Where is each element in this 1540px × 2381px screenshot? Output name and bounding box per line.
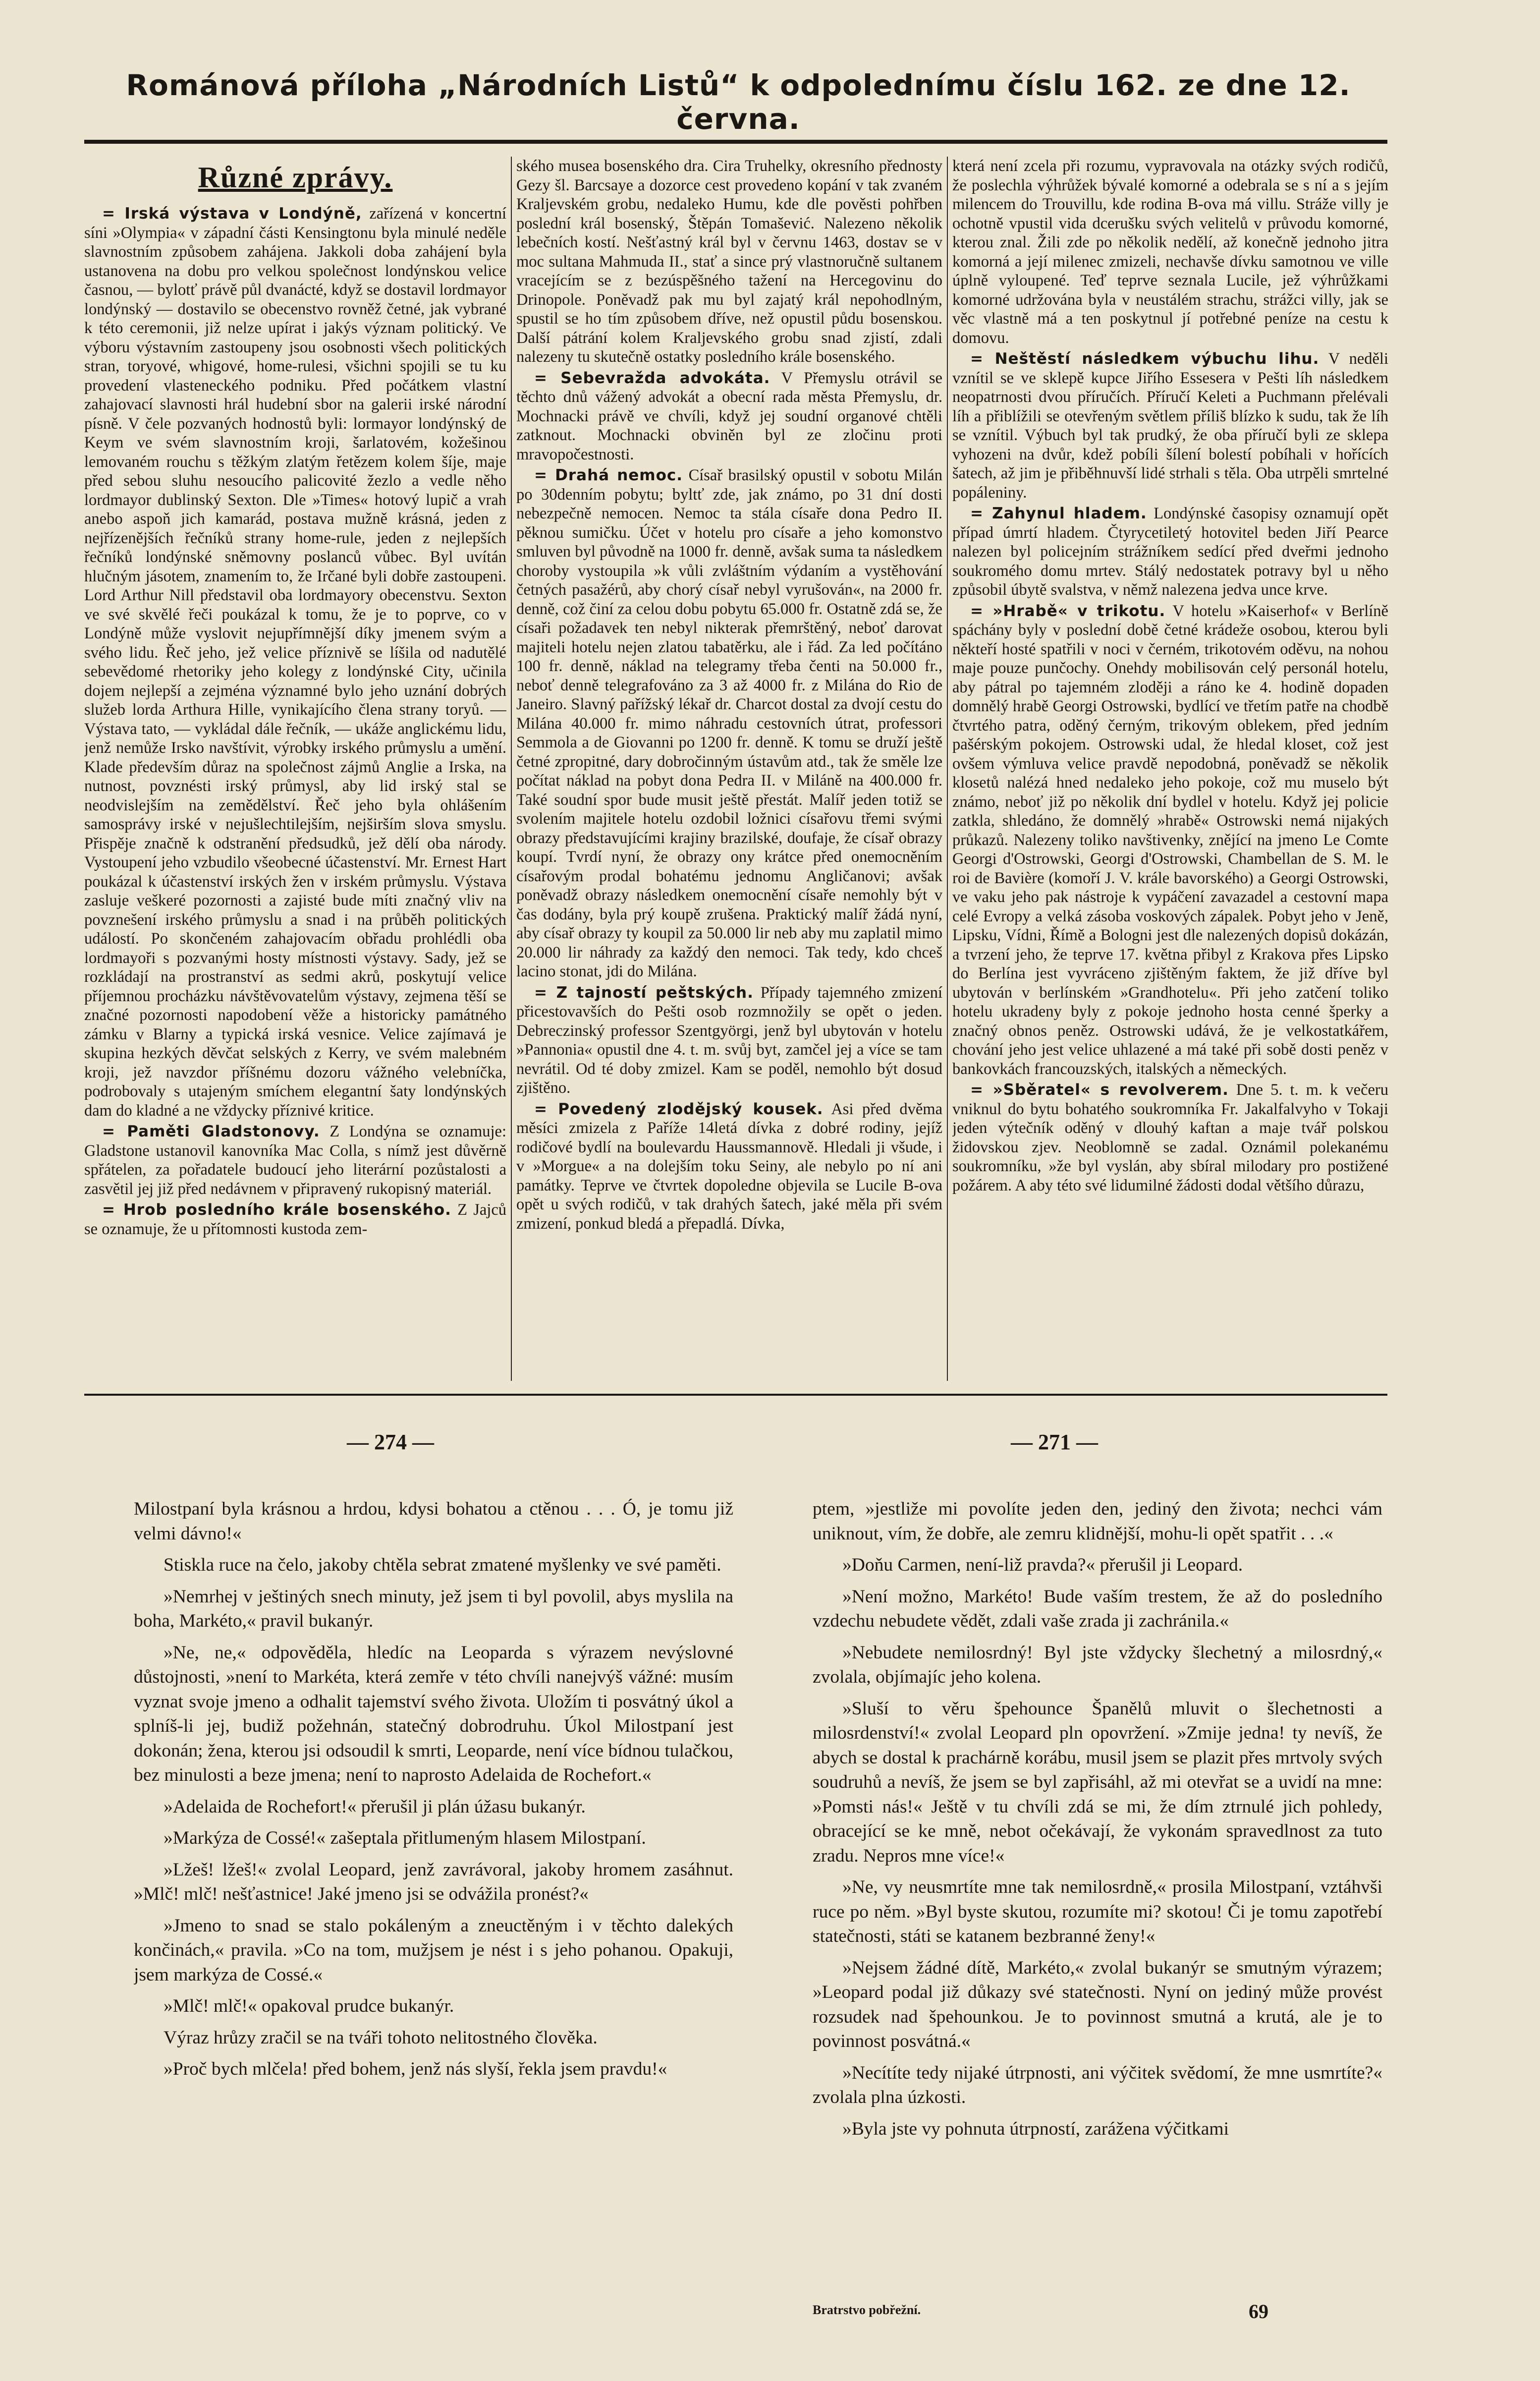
novel-paragraph: »Adelaida de Rochefort!« přerušil ji plán úžasu bukanýr. xyxy=(164,1796,586,1817)
news-item xyxy=(84,1122,506,1198)
news-item xyxy=(516,466,942,981)
column-divider xyxy=(511,157,512,1381)
novel-column-left xyxy=(134,1497,733,2310)
news-item-headline: = Neštěstí následkem výbuchu lihu. xyxy=(970,350,1320,368)
news-item xyxy=(516,369,942,464)
news-column-1 xyxy=(84,157,506,1391)
novel-paragraph: Výraz hrůzy zračil se na tváři tohoto nelitostného člověka. xyxy=(164,2027,598,2048)
news-column-2 xyxy=(516,157,942,1391)
leaf-number: 69 xyxy=(1249,2300,1268,2323)
novel-paragraph: »Nemrhej v ještiných snech minuty, jež jsem ti byl povolil, abys myslila na boha, Markéto,« pravil bukanýr. xyxy=(134,1586,733,1631)
col2-items xyxy=(516,157,942,1233)
col1-items xyxy=(84,204,506,1239)
novel-paragraph: »Není možno, Markéto! Bude vaším trestem, že až do posledního vzdechu nebudete vědět, zdali vaše zrada ji zachránila.« xyxy=(813,1586,1382,1631)
news-item-text: Z Jajců se oznamuje, že u přítomnosti kustoda zem- xyxy=(84,1201,506,1238)
news-item-text: Dne 5. t. m. k večeru vniknul do bytu bohatého soukromníka Fr. Jakalfalvyho v Tokaji jeden výtečník oděný v dlouhý kaftan a maje tvář polskou židovskou zjev. Neoblomně se zadal. Oznámil polekanému soukromníku, »že byl vyslán, aby sbíral milodary pro postižené požárem. A aby této své lidumilné žádosti dodal většího důrazu, xyxy=(952,1081,1388,1194)
novel-paragraph: »Doňu Carmen, není-liž pravda?« přerušil ji Leopard. xyxy=(842,1555,1243,1575)
news-item-headline: = Drahá nemoc. xyxy=(534,466,683,484)
novel-paragraph: »Mlč! mlč!« opakoval prudce bukanýr. xyxy=(164,1996,454,2016)
news-item xyxy=(516,157,942,367)
news-item-headline: = Z tajností peštských. xyxy=(534,983,754,1002)
novel-paragraph: »Necítíte tedy nijaké útrpnosti, ani výčitek svědomí, že mne usmrtíte?« zvolala plna úzkosti. xyxy=(813,2062,1382,2107)
news-item xyxy=(952,157,1388,347)
news-item-text: Císař brasilský opustil v sobotu Milán po 30denním pobytu; byltť zde, jak známo, po 31 dní dosti nebezpečně nemocen. Nemoc ta stála císaře dona Pedro II. pěknou sumičku. Účet v hotelu pro císaře a jeho komonstvo smluven byl původně na 1000 fr. denně, avšak suma ta následkem choroby vystoupila »k vůli zvláštním výdaním a vystěhování četných pasažérů, aby chorý císař nebyl vyrušován«, na 2000 fr. denně, což činí za celou dobu pobytu 65.000 fr. Ostatně zdá se, že císaři požadavek ten nebyl nikterak přemrštěný, neboť darovat majiteli hotelu nejen zlatou tabatěrku, ale i řád. Za led počítáno 100 fr. denně, náklad na telegramy třeba čenti na 50.000 fr., neboť denně telegrafováno za 3 až 4000 fr. z Milána do Rio de Janeiro. Slavný pařížský lékař dr. Charcot dostal za dvojí cestu do Milána 40.000 fr. mimo náhradu cestovních útrat, professori Semmola a de Giovanni po 1200 fr. denně. K tomu se druží ještě četné zpropitné, dary dobročinným ústavům atd., tak že směle lze počítat náklad na pobyt dona Pedra II. v Miláně na 400.000 fr. Také soudní spor bude musit ještě přestát. Malíř jeden totiž se svolením majitele hotelu ozdobil ložnici císařovu třemi svými obrazy představujícími krajiny brazilské, doufaje, že císař obrazy koupí. Tvrdí nyní, že obrazy ony krátce před onemocněním císařovým prodal bohatému jednomu Angličanovi; avšak poněvadž obrazy následkem onemocnění císaře nemohly být v čas dodány, byla prý koupě zrušena. Praktický malíř žádá nyní, aby císař obrazy ty koupil za 50.000 lir neb aby mu zaplatil mimo 20.000 lir náhrady za každý den nemoci. Tak tedy, kdo chceš lacino stonat, jdi do Milána. xyxy=(516,466,942,980)
news-item-text: Londýnské časopisy oznamují opět případ úmrtí hladem. Čtyrycetiletý hotovitel beden Jiří Pearce nalezen byl policejním strážníkem sedící před dveřmi jednoho soukromého domu mrtev. Stálý nedostatek potravy byl u něho způsobil úbytě svalstva, v němž nalezena jedva unce krve. xyxy=(952,505,1388,599)
news-item-text: Případy tajemného zmizení přicestovavších do Pešti osob rozmnožily se opět o jeden. Debreczinský professor Szentgyörgi, jenž byl ubytován v hotelu »Pannonia« opustil dne 4. t. m. svůj byt, zamčel jej a více se tam nevrátil. Od té doby zmizel. Kam se poděl, nemohlo být dosud zjištěno. xyxy=(516,983,942,1097)
news-item-headline: = »Sběratel« s revolverem. xyxy=(970,1081,1229,1099)
news-item-headline: = Sebevražda advokáta. xyxy=(534,369,770,387)
novel-paragraph: »Ne, vy neusmrtíte mne tak nemilosrdně,« prosila Milostpaní, vztáhvši ruce po něm. »Byl byste skutou, rozumíte mi? skotou! Či je tomu zapotřebí statečnosti, státi se katanem bezbranné ženy!« xyxy=(813,1877,1382,1946)
novel-paragraph: Stiskla ruce na čelo, jakoby chtěla sebrat zmatené myšlenky ve své paměti. xyxy=(164,1555,721,1575)
section-title: Různé zprávy. xyxy=(198,161,393,194)
page-number-right: — 271 — xyxy=(1011,1430,1098,1454)
news-item-text: V Přemyslu otrávil se těchto dnů vážený advokát a obecní rada města Přemyslu, dr. Mochnacki právě ve chvíli, když jej soudní organové chtěli zatknout. Mochnacki obviněn byl ze zločinu proti mravopočestnosti. xyxy=(516,369,942,463)
novel-paragraph: ptem, »jestliže mi povolíte jeden den, jediný den života; nechci vám uniknout, vím, že dobře, ale zemru klidnější, mohu-li opět spatřit . . .« xyxy=(813,1499,1382,1544)
novel-paragraph: »Proč bych mlčela! před bohem, jenž nás slyší, řekla jsem pravdu!« xyxy=(164,2059,667,2079)
news-item-text: Asi před dvěma měsíci zmizela z Paříže 14letá dívka z dobré rodiny, jejíž rodičové bydlí na boulevardu Haussmannově. Hledali ji všude, i v »Morgue« a na dolejším toku Seiny, ale nebylo po ní ani památky. Teprve ve čtvrtek dopoledne objevila se Lucile B-ova opět u svých rodičů, v tak drahých šatech, jaké měla při svém zmizení, ponkud bledá a přepadlá. Dívka, xyxy=(516,1100,942,1233)
novel-paragraph: »Nebudete nemilosrdný! Byl jste vždycky šlechetný a milosrdný,« zvolala, objímajíc jeho kolena. xyxy=(813,1642,1382,1687)
news-item xyxy=(84,1200,506,1239)
news-item-text: zařízená v koncertní síni »Olympia« v západní části Kensingtonu byla minulé neděle slavnostním způsobem zahájena. Jakkoli doba zahájení byla ustanovena na dobu pro velkou společnost londýnskou velice časnou, — bylotť právě půl dvanácté, když se dostavil lordmayor londýnský — dostavilo se obecenstvo rovněž četné, jak vybrané k této ceremonii, již nelze upírat i jakýs význam politický. Ve výboru výstavním zastoupeny jsou osobnosti všech politických stran, toryové, whigové, home-rulesi, všichni spojili se tu ku provedení vlasteneckého podniku. Před počátkem vlastní zahajovací slavnosti hrál hudební sbor na galerii irské národní písně. V čele pozvaných hodnostů byli: lormayor londýnský de Keym ve svém slavnostním kroji, šarlatovém, kožešinou lemovaném rouchu s těžkým zlatým řetězem kolem šíje, maje před sebou sluhu nesoucího palicovité žezlo a vedle něho lordmayor dublinský Sexton. Dle »Times« hotový lupič a vrah anebo aspoň jich kamarád, postava mužně krásná, jeden z nejřízenějších řečníků strany home-rule, jeden z nejlepších řečníků londýnské sněmovny poslanců vůbec. Byl uvítán hlučným jásotem, znamením to, že Irčané byli dobře zastoupeni. Lord Arthur Nill představil oba lordmayory obecenstvu. Sexton ve své skvělé řeči poukázal k tomu, že je to poprve, co v Londýně může vyslovit nejupřímnější díky jmenem svým a svého lidu. Řeč jeho, jež velice příznivě se líšila od nadutělé sebevědomé rhetoriky jeho kolegy z londýnské City, učinila dojem nejlepší a zejména významné bylo jeho uznání dobrých služeb lorda Arthura Hille, vynikajícího člena strany toryů. — Výstava tato, — vykládal dále řečník, — ukáže anglickému lidu, jenž nemůže Irsko navštívit, výrobky irského průmyslu a umění. Klade především důraz na společnost zájmů Anglie a Irska, na nutnost, povznésti irský průmysl, aby lid irský stal se neodvislejším na zemědělství. Řeč jeho byla ohlášením samosprávy irské v nejušlechtilejším, nejširším slova smyslu. Přispěje značně k odstranění předsudků, jež dělí oba národy. Vystoupení jeho vzbudilo všeobecné účastenství. Mr. Ernest Hart poukázal k účastenství irských žen v irském průmyslu. Výstava zasluje veškeré pozornosti a zajisté bude míti značný vliv na povznešení irského průmyslu a snad i na průběh politických událostí. Po skončeném zahajovacím obřadu prohlédli oba lordmayoři s pozvanými hosty místnosti výstavy. Sady, jež se rozkládají na prostranství as sedmi akrů, poskytují velice příjemnou procházku návštěvovatelům výstavy, zejmena těší se značné pozornosti napodobení věže a historicky památného zámku v Blarny a typická irská vesnice. Velice zajímavá je skupina hezkých děvčat selských z Kerry, ve svém malebném kroji, jež navzdor příšnému dozoru vážného velebníčka, podrobovaly s utajeným smíchem elegantní šaty londýnských dam do kladné a ne vždycky příznivé kritice. xyxy=(84,205,506,1120)
signature-title: Bratrstvo pobřežní. xyxy=(813,2303,921,2317)
news-item xyxy=(516,1100,942,1234)
news-item-text: V neděli vznítil se ve sklepě kupce Jiřího Essesera v Pešti líh následkem neopatrnosti dvou příručích. Příručí Keleti a Puchmann přelévali líh a přiblížili se otevřeným světlem příliš blízko k sudu, tak že líh se vznítil. Výbuch byl tak prudký, že oba příručí byli ze sklepa vyhozeni na dvůr, kdež pobíli šílení bolestí pobíhali v hořících šatech, až jim je přiběhnuvší lidé strhali s těla. Oba utrpěli smrtelné popáleniny. xyxy=(952,350,1388,502)
news-column-3 xyxy=(952,157,1388,1391)
novel-column-right xyxy=(813,1497,1382,2310)
news-item-text: Z Londýna se oznamuje: Gladstone ustanovil kanovníka Mac Colla, s nímž jest důvěrně spřátelen, za pořadatele budoucí jeho literární pozůstalosti a zasvětil jej již před nedávnem v připravený rukopisný materiál. xyxy=(84,1123,506,1198)
page-number-left: — 274 — xyxy=(347,1430,434,1454)
news-item-headline: = Hrob posledního krále bosenského. xyxy=(102,1201,451,1219)
news-item-text: V hotelu »Kaiserhof« v Berlíně spáchány byly v poslední době četné krádeže osobou, kterou byli někteří hosté spatřili v noci v černém, trikotovém oděvu, na nohou maje pouze punčochy. Onehdy mobilisován celý personál hotelu, aby pátral po tajemném zloději a ráno ke 4. hodině dopaden domnělý hrabě Georgi Ostrowski, bydlící ve třetím patře na chodbě čtvrtého patra, oděný černým, trikovým oblekem, před jedním pašérským pokojem. Ostrowski udal, že hledal kloset, což jest ovšem výmluva velice pravdě nepodobná, poněvadž se několik klosetů nalézá hned nedaleko jeho pokoje, což mu muselo být známo, neboť již po několik dní bydlel v hotelu. Když jej policie zatkla, shledáno, že domnělý »hrabě« Ostrowski nemá nijakých průkazů. Nalezeny toliko navštivenky, znějící na jmeno Le Comte Georgi d'Ostrowski, Georgi d'Ostrowski, Chambellan de S. M. le roi de Bavière (komoří J. V. krále bavorského) a Georgi Ostrowski, ve vaku jeho pak nástroje k vypáčení zavazadel a cestovní mapa celé Evropy a velká zásoba voskových zápalek. Pobyt jeho v Jeně, Lipsku, Vídni, Římě a Bologni jest dle nalezených dopisů dokázán, a tvrzení jeho, že teprve 17. května přibyl z Krakova přes Lipsko do Berlína jest vyvráceno zjištěným faktem, že již dříve byl ubytován v berlínském »Grandhotelu«. Při jeho zatčení toliko hotelu ukradeny byly z pokoje jednoho hosta cenné šperky a značný obnos peněz. Ostrowski udává, že je velkostatkářem, chování jeho jest velice uhlazené a má také při sobě dosti peněz v bankovkách francouzských, italských a německých. xyxy=(952,602,1388,1078)
news-item-headline: = »Hrabě« v trikotu. xyxy=(970,602,1166,620)
col3-items xyxy=(952,157,1388,1195)
column-divider xyxy=(947,157,948,1381)
news-item xyxy=(952,602,1388,1079)
novel-paragraph: »Jmeno to snad se stalo pokáleným a zneuctěným i v těchto dalekých končinách,« pravila. »Co na tom, mužjsem je nést i s jeho pohanou. Opakuji, jsem markýza de Cossé.« xyxy=(134,1915,733,1985)
masthead-rule xyxy=(84,140,1387,144)
novel-paragraph: Milostpaní byla krásnou a hrdou, kdysi bohatou a ctěnou . . . Ó, je tomu již velmi dávno!« xyxy=(134,1499,733,1544)
news-item xyxy=(84,204,506,1120)
fold-rule xyxy=(84,1394,1387,1396)
news-item-headline: = Zahynul hladem. xyxy=(970,505,1147,522)
novel-paragraph: »Sluší to věru špehounce Španělů mluvit o šlechetnosti a milosrdenství!« zvolal Leopard pln opovržení. »Zmije jedna! ty nevíš, že abych se dostal k prachárně korábu, musil jsem se plazit přes mrtvoly svých soudruhů a nevíš, že jsem se byl zapřisáhl, až mi otevřat se a uvidí na mne: »Pomsti nás!« Ještě v tu chvíli zdá se mi, že dím ztrnulé jich pohledy, obracející se ke mně, nebot očekávají, že vykonám spravedlnost za tuto zradu. Nepros mne více!« xyxy=(813,1698,1382,1866)
news-item xyxy=(516,983,942,1098)
novel-paragraph: »Lžeš! lžeš!« zvolal Leopard, jenž zavrávoral, jakoby hromem zasáhnut. »Mlč! mlč! nešťastnice! Jaké jmeno jsi se odvážila pronést?« xyxy=(134,1859,733,1904)
masthead: Románová příloha „Národních Listů“ k odpolednímu číslu 162. ze dne 12. června. xyxy=(126,68,1351,136)
news-item-headline: = Povedený zlodějský kousek. xyxy=(534,1100,824,1118)
news-item-headline: = Paměti Gladstonovy. xyxy=(102,1123,320,1140)
novel-paragraph: »Ne, ne,« odpověděla, hledíc na Leoparda s výrazem nevýslovné důstojnosti, »není to Markéta, která zemře v této chvíli nanejvýš vážné: musím vyznat svoje jmeno a odhalit tajemství svého života. Uložím ti posvátný úkol a splníš-li jej, budiž požehnán, statečný dobrodruhu. Úkol Milostpaní jest dokonán; žena, kterou jsi odsoudil k smrti, Leoparde, není více bídnou tulačkou, bez minulosti a beze jmena; není to naprosto Adelaida de Rochefort.« xyxy=(134,1642,733,1785)
news-item-headline: = Irská výstava v Londýně, xyxy=(102,205,362,223)
news-item xyxy=(952,349,1388,502)
news-item xyxy=(952,1080,1388,1195)
novel-paragraph: »Nejsem žádné dítě, Markéto,« zvolal bukanýr se smutným výrazem; »Leopard podal již důkazy své statečnosti. Nyní on jediný může provést rozsudek nad špehounkou. Je to povinnost smutná a krutá, ale je to povinnost posvátná.« xyxy=(813,1957,1382,2051)
news-item-text: ského musea bosenského dra. Cira Truhelky, okresního přednosty Gezy šl. Barcsaye a dozorce cest provedeno kopání v tak zvaném Kraljevském grobu, nedaleko Humu, kde dle pověsti pohřben poslední král bosenský, Štěpán Tomašević. Nalezeno několik lebečních kostí. Nešťastný král byl v červnu 1463, dostav se v moc sultana Mahmuda II., stať a since prý vlastnoručně sultanem vracejícím se z bezúspěšného tažení na Hercegovinu do Drinopole. Poněvadž pak mu byl zajatý král nepohodlným, spustil se ho tím způsobem dříve, než opustil půdu bosenskou. Další pátrání kolem Kraljevského grobu snad zjistí, zdali nalezeny tu skutečně ostatky posledního krále bosenského. xyxy=(516,157,942,366)
novel-paragraph: »Byla jste vy pohnuta útrpností, zarážena výčitkami xyxy=(842,2118,1229,2139)
news-item-text: která není zcela při rozumu, vypravovala na otázky svých rodičů, že poslechla výhrůžek bývalé komorné a odebrala se s ní a s jejím milencem do Trouvillu, kde rodina B-ova má villu. Stráže villy je ochotně vpustil vida dcerušku svých velitelů v průvodu komorné, kterou znal. Žili zde po několik nedělí, až konečně jednoho jitra komorná a její milenec zmizeli, nechavše dívku samotnou ve ville úplně vyloupené. Teď teprve seznala Lucile, jež výhrůžkami komorné udržována byla v neustálém strachu, strážci villy, jak se věc vlastně má a ten poskytnul jí potřebné peníze na cestu k domovu. xyxy=(952,157,1388,347)
novel-paragraph: »Markýza de Cossé!« zašeptala přitlumeným hlasem Milostpaní. xyxy=(164,1828,646,1848)
news-item xyxy=(952,504,1388,600)
